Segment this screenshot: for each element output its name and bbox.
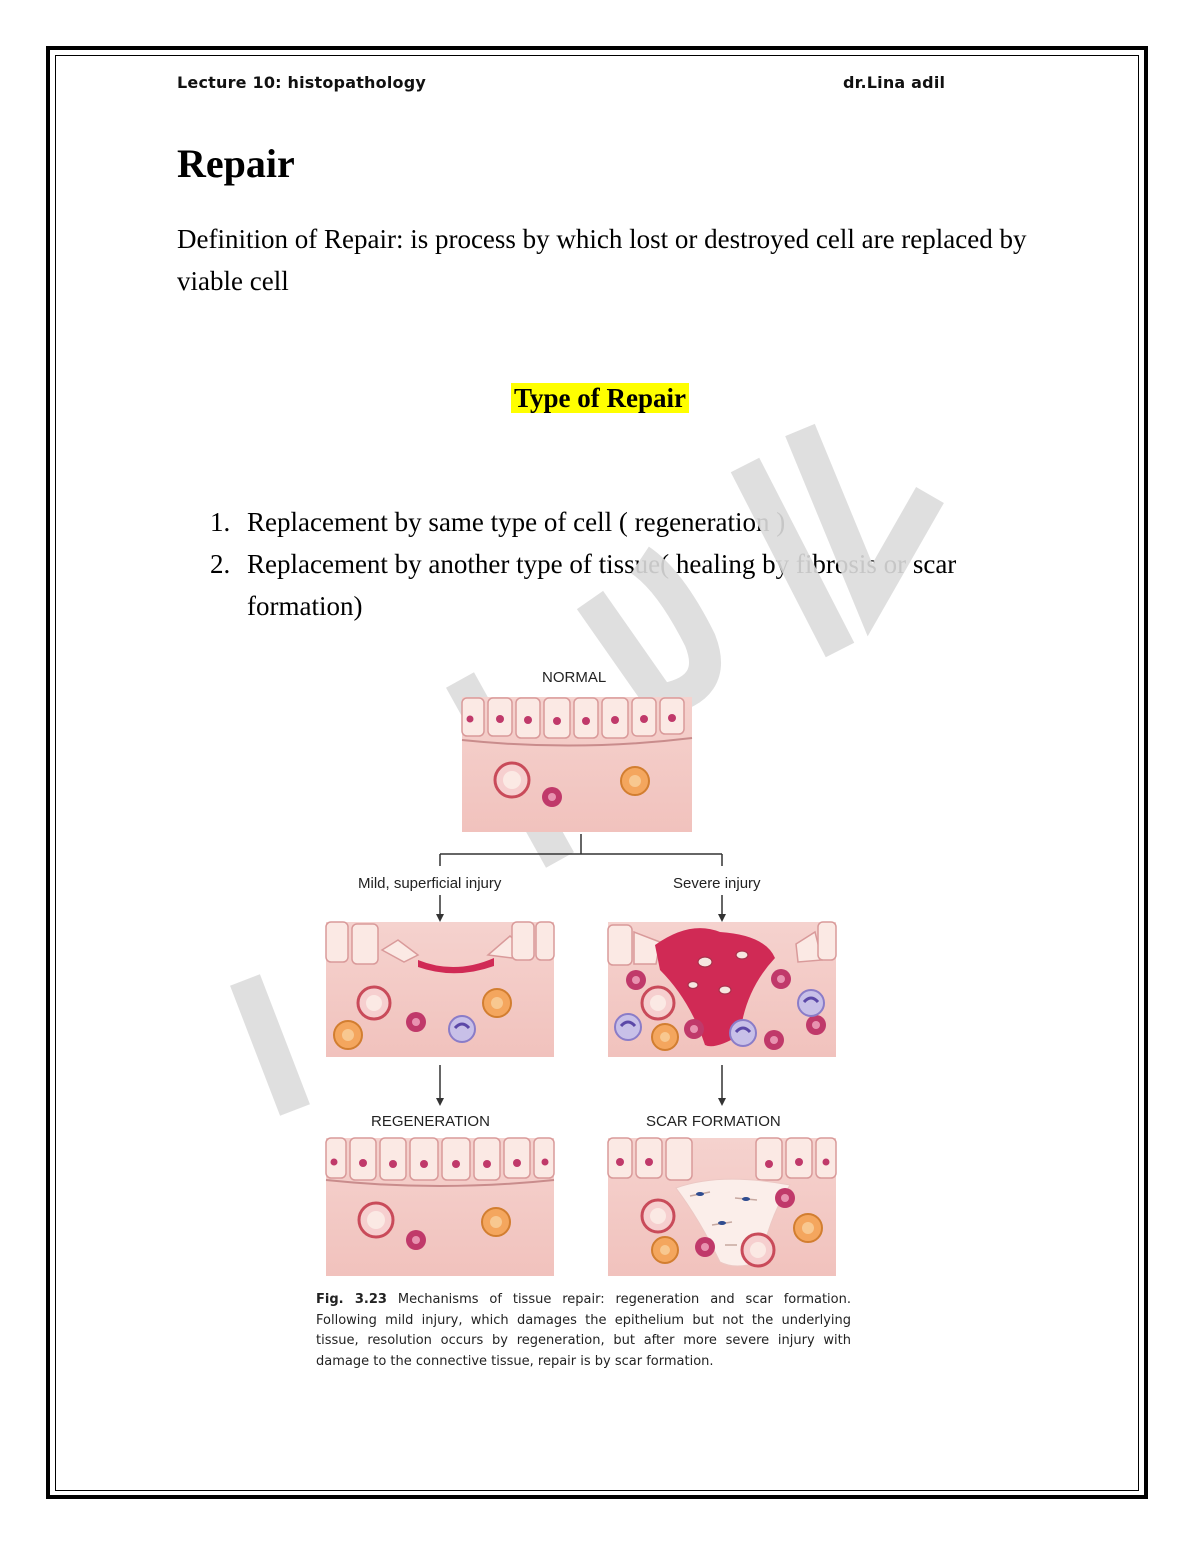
label-normal: NORMAL <box>542 669 607 686</box>
figure-caption <box>316 1290 851 1372</box>
section-title-highlight: Type of Repair <box>511 383 689 413</box>
page-title: Repair <box>177 141 295 186</box>
label-severe-injury: Severe injury <box>673 875 761 892</box>
panel-normal <box>462 697 692 832</box>
label-mild-injury: Mild, superficial injury <box>358 875 502 892</box>
definition-text: Definition of Repair: is process by which lost or destroyed cell are replaced by viable cell <box>177 224 1027 296</box>
list-text: Replacement by same type of cell ( regeneration ) <box>247 507 786 537</box>
panel-scar-formation <box>608 1138 836 1276</box>
list-item <box>210 501 1060 543</box>
tissue-repair-figure <box>300 660 860 1390</box>
label-regeneration: REGENERATION <box>371 1113 490 1130</box>
list-text: Replacement by another type of tissue( healing by fibrosis or scar formation) <box>247 549 957 621</box>
caption-text: Mechanisms of tissue repair: regeneration and scar formation. Following mild injury, which damages the epithelium but not the underlying tissue, resolution occurs by regeneration, but after more severe injury with damage to the connective tissue, repair is by scar formation. <box>316 1292 851 1369</box>
panel-mild-injury <box>326 922 554 1057</box>
caption-number: Fig. 3.23 <box>316 1292 387 1307</box>
label-scar-formation: SCAR FORMATION <box>646 1113 781 1130</box>
section-title <box>0 383 1200 414</box>
panel-severe-injury <box>608 922 836 1057</box>
list-number: 2. <box>210 549 231 579</box>
header-lecture: Lecture 10: histopathology <box>177 73 426 92</box>
panel-regeneration <box>326 1138 554 1276</box>
repair-types-list <box>210 501 1060 627</box>
list-number: 1. <box>210 507 231 537</box>
list-item <box>210 543 1060 627</box>
header-author: dr.Lina adil <box>843 73 946 92</box>
